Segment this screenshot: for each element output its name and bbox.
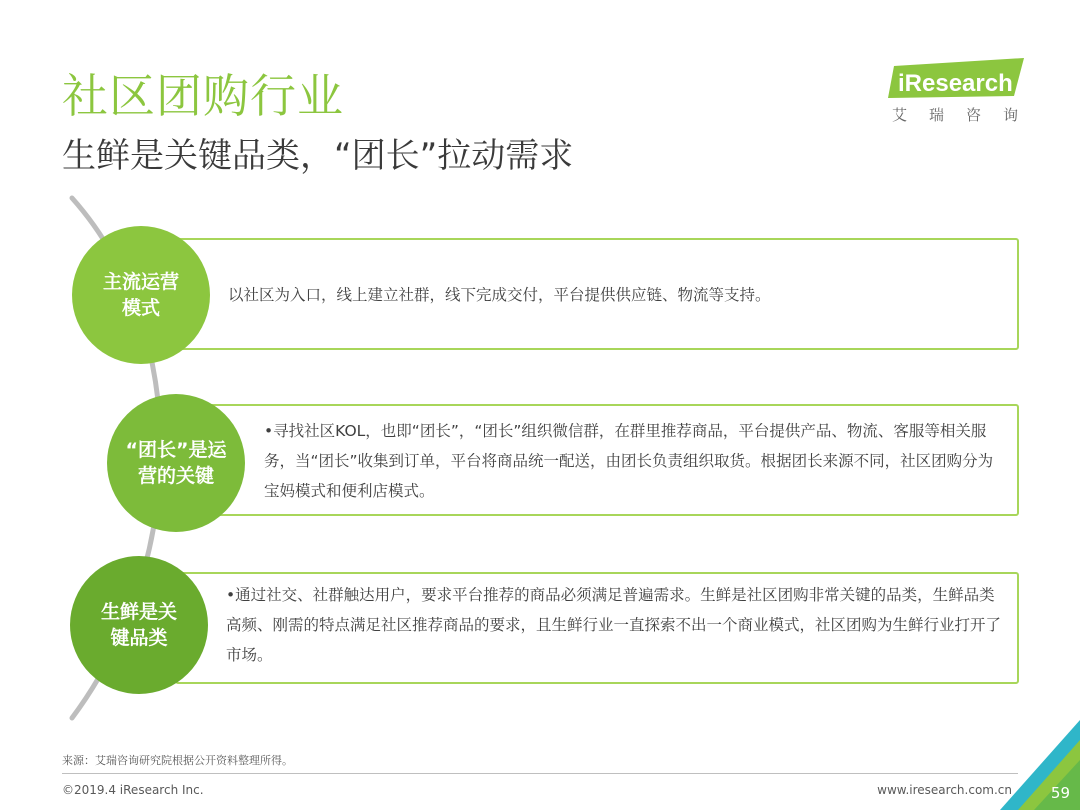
- page-number: 59: [1050, 784, 1070, 802]
- tuanzhang-text: •寻找社区KOL，也即“团长”，“团长”组织微信群，在群里推荐商品，平台提供产品、物流、客服等相关服务，当“团长”收集到订单，平台将商品统一配送，由团长负责组织取货。根据团长来源不同，社区团购分为宝妈模式和便利店模式。: [264, 422, 994, 500]
- circle-fresh-food: [70, 556, 208, 694]
- copyright: ©2019.4 iResearch Inc.: [62, 783, 204, 797]
- logo-cn-text: 艾瑞咨询: [892, 106, 1041, 124]
- operating-mode-text: 以社区为入口，线上建立社群，线下完成交付，平台提供供应链、物流等支持。: [228, 286, 771, 304]
- circle-label: 主流运营模式: [102, 271, 179, 319]
- circle-label: 生鲜是关键品类: [100, 601, 177, 649]
- footer-divider: [62, 773, 1018, 774]
- svg-text:iResearch: iResearch: [898, 70, 1013, 97]
- source-note: 来源：艾瑞咨询研究院根据公开资料整理所得。: [62, 754, 293, 767]
- circle-label: “团长”是运营的关键: [125, 439, 227, 487]
- page-subtitle: 生鲜是关键品类，“团长”拉动需求: [62, 136, 574, 176]
- circle-tuanzhang: [107, 394, 245, 532]
- circle-operating-mode: [72, 226, 210, 364]
- fresh-food-text: •通过社交、社群触达用户，要求平台推荐的商品必须满足普遍需求。生鲜是社区团购非常关键的品类，生鲜品类高频、刚需的特点满足社区推荐商品的要求，且生鲜行业一直探索不出一个商业模式，社区团购为生鲜行业打开了市场。: [226, 586, 1002, 664]
- page-title: 社区团购行业: [62, 69, 344, 123]
- website-url: www.iresearch.com.cn: [877, 783, 1012, 797]
